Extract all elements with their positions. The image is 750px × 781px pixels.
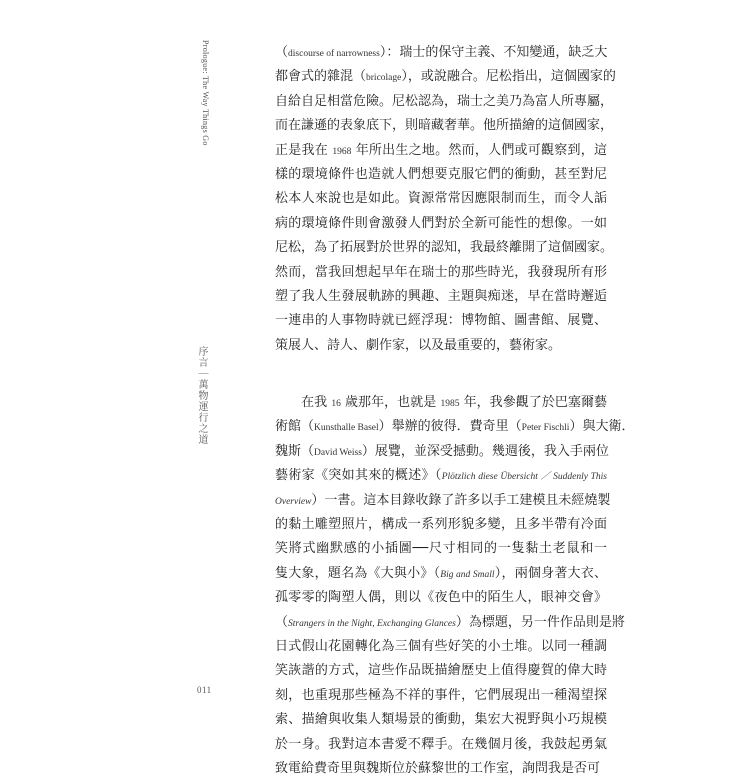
text-run: 笑將式幽默感的小插圖──尺寸相同的一隻黏土老鼠和一 <box>275 541 607 557</box>
text-line <box>275 684 607 708</box>
latin-text: Peter Fischli <box>521 423 570 434</box>
latin-text: bricolage <box>366 73 402 84</box>
paragraph-gap <box>275 358 607 391</box>
text-run: 塑了我人生發展軌跡的興趣、主題與痴迷，早在當時邂逅 <box>275 288 607 304</box>
text-run: 索、描繪與收集人類場景的衝動，集宏大視野與小巧規模 <box>275 712 607 728</box>
paragraph-2 <box>275 391 635 781</box>
latin-text: 1968 <box>332 146 352 157</box>
text-line <box>275 757 607 781</box>
text-run: ）與大衛． <box>569 419 635 435</box>
text-run: 笑詼諧的方式，這些作品既描繪歷史上值得慶賀的偉大時 <box>275 663 607 679</box>
body-text <box>275 41 635 781</box>
text-run: 術館（ <box>275 419 315 435</box>
text-run: ），或說融合。尼松指出，這個國家的 <box>401 69 616 85</box>
text-run: 尼松，為了拓展對於世界的認知，我最終離開了這個國家。 <box>275 240 614 256</box>
text-run: 歲那年，也就是 <box>340 395 441 411</box>
text-line <box>275 659 607 683</box>
text-run: 然而，當我回想起早年在瑞士的那些時光，我發現所有形 <box>275 264 607 280</box>
text-line <box>275 562 607 586</box>
text-line <box>275 733 607 757</box>
text-line <box>275 708 607 732</box>
text-line <box>275 537 607 561</box>
italic-title: Big and Small <box>440 569 495 580</box>
text-run: 一連串的人事物時就已經浮現：博物館、圖書館、展覽、 <box>275 313 607 329</box>
latin-text: David Weiss <box>314 447 362 458</box>
text-line <box>275 236 614 260</box>
text-run: 在我 <box>275 395 332 411</box>
text-run: 日式假山花園轉化為三個有些好笑的小土堆。以同一種調 <box>275 638 607 654</box>
chapter-marker: 序言｜萬物運行之道 <box>196 346 207 445</box>
text-run: （ <box>275 614 289 630</box>
text-run: ）一書。這本目錄收錄了許多以手工建模且未經燒製 <box>311 492 611 508</box>
text-line <box>275 464 607 488</box>
text-run: 都會式的雜混（ <box>275 69 367 85</box>
text-run: 樣的環境條件也造就人們想要克服它們的衝動，甚至對尼 <box>275 166 607 182</box>
text-run: 致電給費奇里與魏斯位於蘇黎世的工作室，詢問我是否可 <box>275 760 601 776</box>
text-line <box>275 611 625 635</box>
text-line <box>275 90 614 114</box>
text-line <box>275 187 607 211</box>
text-line <box>275 163 607 187</box>
latin-text: Kunsthalle Basel <box>314 423 379 434</box>
text-line <box>275 391 607 415</box>
text-run: 的黏土雕塑照片，構成一系列形貌多變，且多半帶有冷面 <box>275 517 607 533</box>
text-run: 隻大象，題名為《大與小》（ <box>275 565 441 581</box>
text-line <box>275 114 614 138</box>
text-run: 正是我在 <box>275 142 333 158</box>
text-line <box>275 635 607 659</box>
running-head: Prologue: The Way Things Go <box>201 40 210 146</box>
text-run: 年所出生之地。然而，人們或可觀察到，這 <box>351 142 607 158</box>
latin-text: 16 <box>331 399 341 410</box>
text-line <box>275 139 607 163</box>
italic-title: Strangers in the Night, Exchanging Glances <box>288 618 456 629</box>
text-run: 刻，也重現那些極為不祥的事件，它們展現出一種渴望探 <box>275 687 607 703</box>
latin-text: 1985 <box>440 399 460 410</box>
text-run: （ <box>275 45 289 60</box>
text-line <box>275 440 607 464</box>
text-run: 自給自足相當危險。尼松認為，瑞士之美乃為富人所專屬， <box>275 93 614 109</box>
italic-title: Plötzlich diese Übersicht ／ Suddenly This <box>441 472 607 483</box>
text-run: 松本人來說也是如此。資源常常因應限制而生，而令人詬 <box>275 191 607 207</box>
text-run: 藝術家《突如其來的概述》（ <box>275 468 442 484</box>
text-run: 魏斯（ <box>275 443 315 459</box>
italic-title: Overview <box>275 496 312 507</box>
text-line <box>275 489 611 513</box>
page-number: 011 <box>197 685 212 695</box>
text-run: 孤零零的陶塑人偶，則以《夜色中的陌生人，眼神交會》 <box>275 590 607 606</box>
text-run: ），兩個身著大衣、 <box>494 565 607 581</box>
text-run: ）展覽，並深受撼動。幾週後，我入手兩位 <box>361 443 609 459</box>
text-line <box>275 309 607 333</box>
text-run: 年，我參觀了於巴塞爾藝 <box>459 395 607 411</box>
text-run: ）：瑞士的保守主義、不知變通，缺乏大 <box>379 45 608 60</box>
text-run: 而在謙遜的表象底下，則暗藏奢華。他所描繪的這個國家， <box>275 118 614 134</box>
text-line <box>275 415 635 439</box>
text-run: ）為標題，另一件作品則是將 <box>455 614 625 630</box>
paragraph-1 <box>275 41 616 358</box>
text-run: 於一身。我對這本書愛不釋手。在幾個月後，我鼓起勇氣 <box>275 736 607 752</box>
text-run: ）舉辦的彼得．費奇里（ <box>378 419 522 435</box>
text-run: 策展人、詩人、劇作家，以及最重要的，藝術家。 <box>275 337 562 353</box>
text-line <box>275 285 607 309</box>
text-line <box>275 261 607 285</box>
text-line <box>275 586 607 610</box>
text-line <box>275 41 607 65</box>
text-line <box>275 334 607 358</box>
text-line <box>275 65 616 89</box>
text-run: 病的環境條件則會激發人們對於全新可能性的想像。一如 <box>275 215 607 231</box>
latin-text: discourse of narrowness <box>288 49 380 59</box>
text-line <box>275 212 607 236</box>
text-line <box>275 513 607 537</box>
